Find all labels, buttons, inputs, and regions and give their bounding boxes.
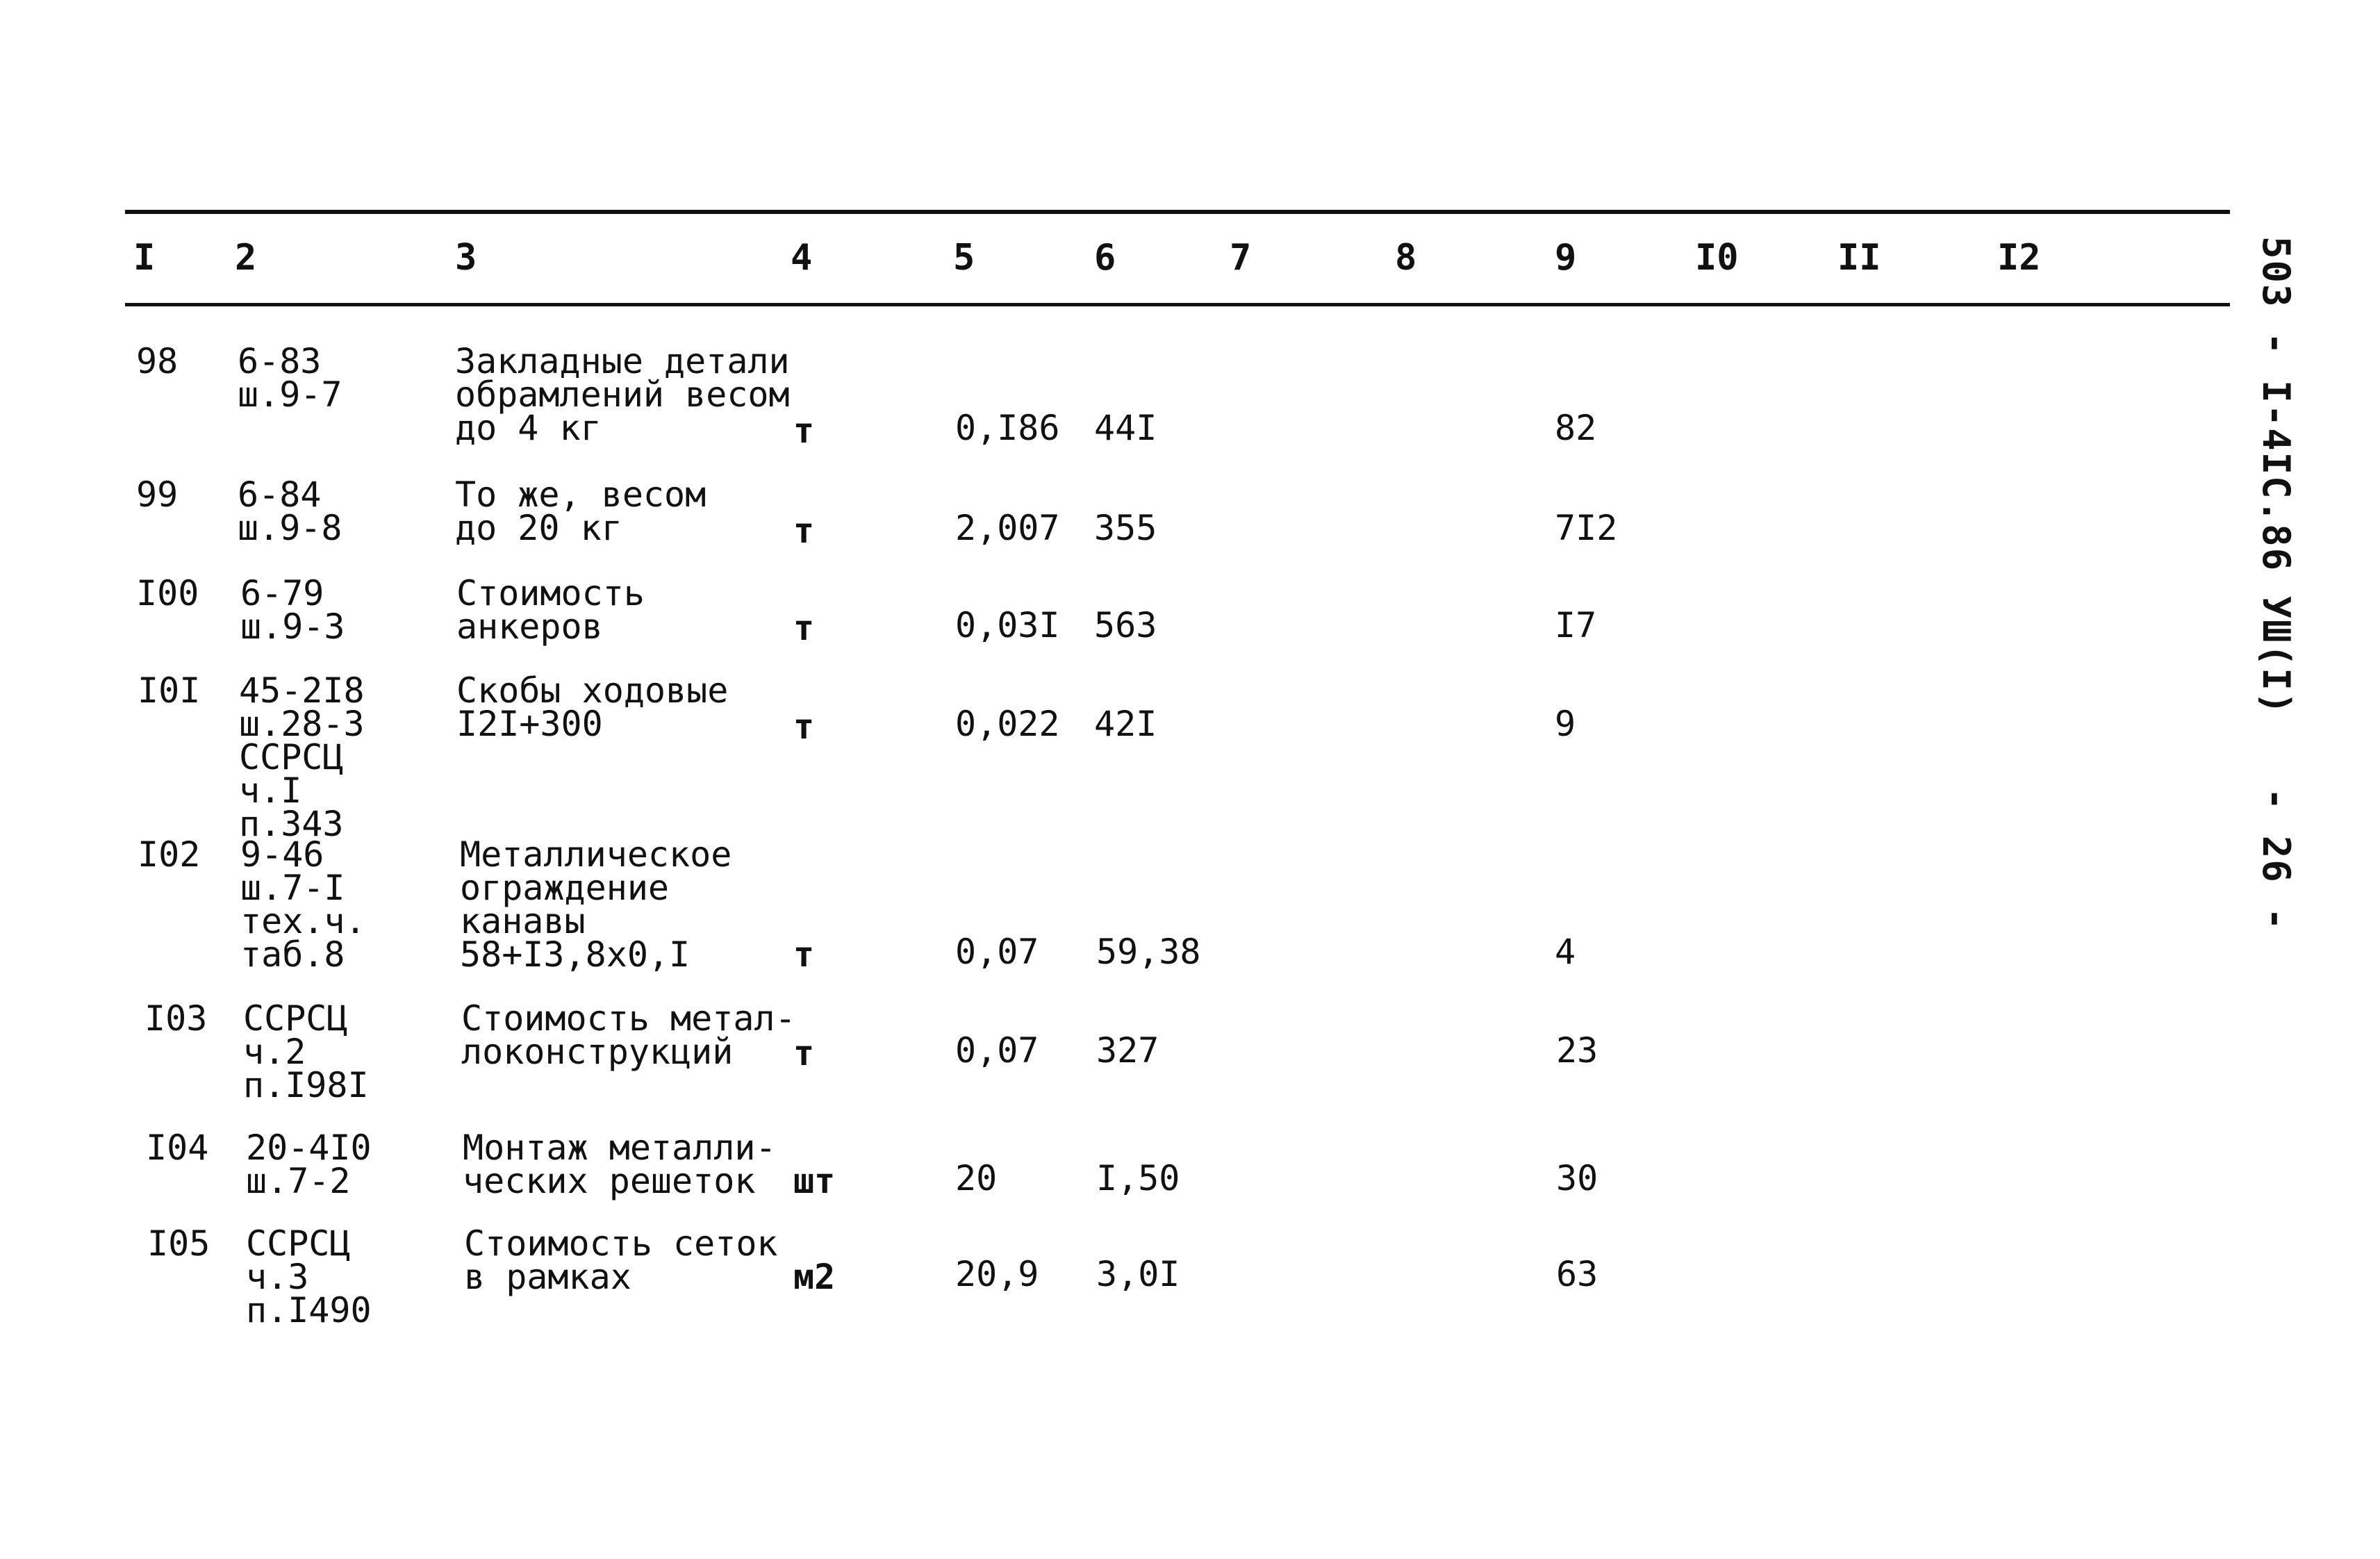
row-name: Скобы ходовые I2I+300 (456, 670, 729, 744)
row-number: I0I (138, 670, 201, 711)
header-rule (125, 303, 2230, 306)
row-total: 23 (1556, 1030, 1598, 1071)
row-price: 355 (1094, 508, 1157, 548)
row-name: То же, весом до 20 кг (455, 475, 706, 548)
row-price: 327 (1096, 1030, 1159, 1071)
row-number: 98 (136, 341, 179, 381)
row-unit: т (793, 707, 815, 747)
row-code: 45-2I8 ш.28-3 ССРСЦ ч.I п.343 (239, 670, 365, 844)
row-total: 9 (1555, 704, 1576, 744)
row-total: 63 (1556, 1254, 1598, 1294)
row-total: I7 (1555, 605, 1597, 645)
col-header-4: 4 (791, 237, 813, 279)
row-price: I,50 (1096, 1158, 1180, 1198)
col-header-1: I (133, 237, 156, 279)
row-number: I03 (144, 998, 208, 1039)
row-quantity: 2,007 (955, 508, 1060, 548)
row-quantity: 0,03I (955, 605, 1060, 645)
row-price: 563 (1094, 605, 1157, 645)
col-header-2: 2 (235, 237, 257, 279)
row-unit: т (793, 1033, 815, 1073)
row-name: Монтаж металли- ческих решеток (463, 1128, 777, 1201)
row-quantity: 0,I86 (955, 408, 1060, 448)
row-name: Металлическое ограждение канавы 58+I3,8x0,I (460, 834, 732, 975)
row-price: 3,0I (1096, 1254, 1180, 1294)
row-code: 20-4I0 ш.7-2 (246, 1128, 372, 1201)
row-number: I00 (136, 573, 199, 613)
row-quantity: 20,9 (955, 1254, 1039, 1294)
col-header-6: 6 (1094, 237, 1116, 279)
row-code: ССРСЦ ч.3 п.I490 (246, 1223, 372, 1330)
row-name: Стоимость метал- локонструкций (461, 998, 796, 1072)
col-header-12: I2 (1997, 237, 2041, 279)
col-header-11: II (1837, 237, 1881, 279)
row-number: I02 (138, 834, 201, 875)
document-reference: 503 - I-4IC.86 УШ(I) - 26 - (2254, 236, 2298, 932)
row-price: 44I (1094, 408, 1157, 448)
row-unit: м2 (793, 1257, 836, 1297)
row-number: I04 (146, 1128, 209, 1168)
row-total: 30 (1556, 1158, 1598, 1198)
col-header-8: 8 (1395, 237, 1417, 279)
row-unit: т (793, 411, 815, 451)
row-total: 7I2 (1555, 508, 1618, 548)
row-code: 6-84 ш.9-8 (238, 475, 342, 548)
row-quantity: 20 (955, 1158, 998, 1198)
row-code: 6-83 ш.9-7 (238, 341, 342, 415)
row-code: 9-46 ш.7-I тех.ч. таб.8 (240, 834, 366, 975)
col-header-3: 3 (455, 237, 477, 279)
col-header-5: 5 (953, 237, 975, 279)
row-quantity: 0,07 (955, 932, 1039, 972)
row-total: 82 (1555, 408, 1597, 448)
row-number: 99 (136, 475, 179, 515)
row-unit: т (793, 511, 815, 551)
row-quantity: 0,07 (955, 1030, 1039, 1071)
row-price: 59,38 (1096, 932, 1201, 972)
col-header-7: 7 (1230, 237, 1252, 279)
row-quantity: 0,022 (955, 704, 1060, 744)
row-name: Стоимость сеток в рамках (464, 1223, 778, 1297)
row-code: 6-79 ш.9-3 (240, 573, 345, 647)
row-price: 42I (1094, 704, 1157, 744)
row-code: ССРСЦ ч.2 п.I98I (243, 998, 369, 1105)
top-rule (125, 210, 2230, 214)
row-number: I05 (147, 1223, 210, 1264)
col-header-10: I0 (1695, 237, 1739, 279)
row-unit: т (793, 608, 815, 648)
row-unit: т (793, 934, 815, 975)
row-name: Стоимость анкеров (456, 573, 645, 647)
row-name: Закладные детали обрамлений весом до 4 кг (455, 341, 790, 448)
row-total: 4 (1555, 932, 1576, 972)
row-unit: шт (793, 1161, 836, 1201)
col-header-9: 9 (1555, 237, 1577, 279)
